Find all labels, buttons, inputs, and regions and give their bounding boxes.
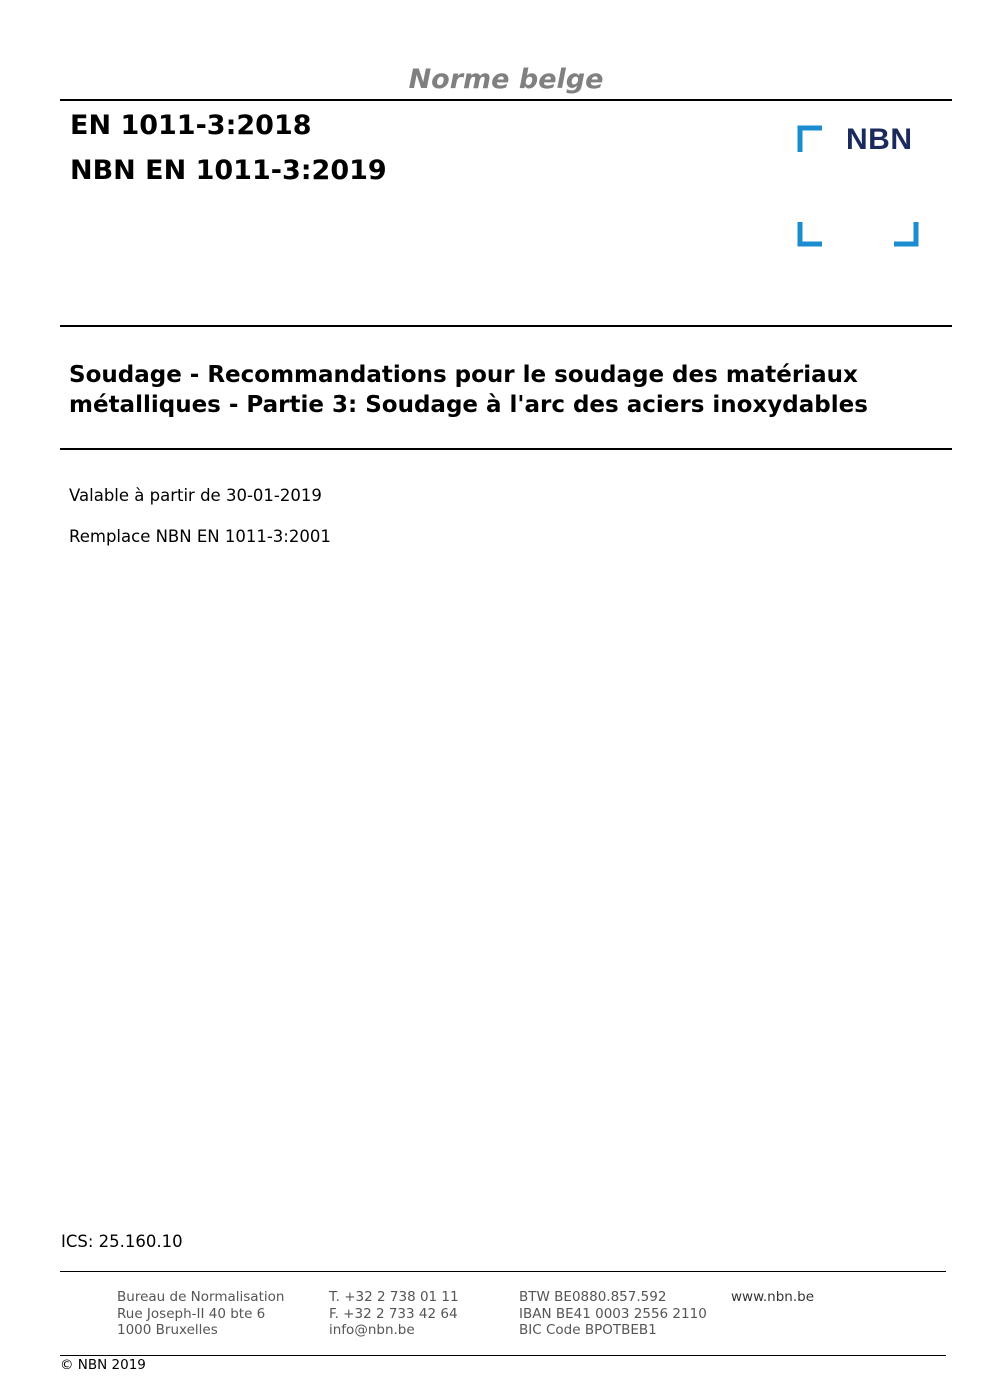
title-bottom-rule [60,448,952,450]
footer-bottom-rule [60,1355,946,1356]
footer-address-line: Rue Joseph-II 40 bte 6 [117,1305,266,1322]
en-code: EN 1011-3:2018 [70,110,312,141]
nbn-code: NBN EN 1011-3:2019 [70,155,387,186]
header-rule [60,99,952,101]
footer-iban: IBAN BE41 0003 2556 2110 [519,1305,707,1322]
footer-bank [519,1289,707,1339]
ics-code: ICS: 25.160.10 [61,1232,183,1251]
copyright: © NBN 2019 [60,1357,146,1373]
title-line-1: Soudage - Recommandations pour le soudage des matériaux [69,362,858,388]
replaces: Remplace NBN EN 1011-3:2001 [69,527,331,546]
nbn-logo-text: NBN [846,123,913,156]
footer-address-line: Bureau de Normalisation [117,1289,285,1305]
footer-phone: T. +32 2 738 01 11 [329,1289,459,1305]
valid-from: Valable à partir de 30-01-2019 [69,486,322,505]
footer-address [117,1289,284,1339]
footer-email: info@nbn.be [329,1322,415,1339]
footer-website: www.nbn.be [731,1289,815,1305]
footer-contact [329,1289,459,1339]
footer-address-line: 1000 Bruxelles [117,1322,218,1339]
title-top-rule [60,325,952,327]
footer-fax: F. +32 2 733 42 64 [329,1305,458,1322]
document-title [69,360,949,420]
nbn-logo [796,124,920,248]
footer-vat: BTW BE0880.857.592 [519,1289,667,1305]
footer-top-rule [60,1271,946,1272]
document-type: Norme belge [408,64,604,95]
footer-bic: BIC Code BPOTBEB1 [519,1322,657,1339]
title-line-2: métalliques - Partie 3: Soudage à l'arc des aciers inoxydables [69,392,868,418]
